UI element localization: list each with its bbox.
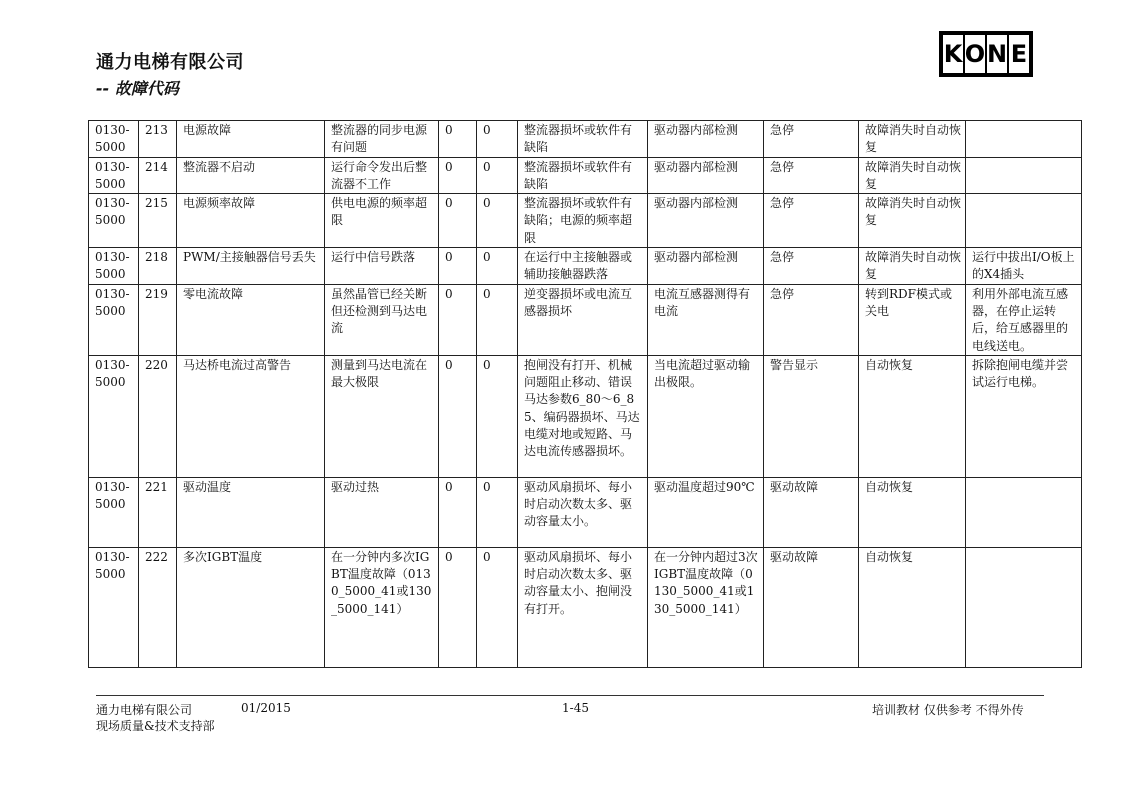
cell-value-b: 0	[477, 284, 518, 355]
cell-cause: 整流器损坏或软件有缺陷	[518, 157, 648, 194]
cell-recovery: 故障消失时自动恢复	[859, 157, 966, 194]
cell-action: 急停	[764, 248, 859, 285]
logo-letter: N	[987, 35, 1007, 73]
cell-code-number: 215	[139, 194, 177, 248]
cell-fault-name: 驱动温度	[177, 477, 325, 547]
table-row	[89, 547, 1082, 667]
cell-action: 驱动故障	[764, 547, 859, 667]
cell-remark: 利用外部电流互感器，在停止运转后，给互感器里的电线送电。	[966, 284, 1082, 355]
cell-recovery: 转到RDF模式或关电	[859, 284, 966, 355]
cell-recovery: 自动恢复	[859, 547, 966, 667]
cell-code-group: 0130-5000	[89, 157, 139, 194]
cell-code-group: 0130-5000	[89, 284, 139, 355]
cell-cause: 驱动风扇损坏、每小时启动次数太多、驱动容量太小、抱闸没有打开。	[518, 547, 648, 667]
cell-action: 急停	[764, 121, 859, 158]
cell-value-b: 0	[477, 477, 518, 547]
cell-value-b: 0	[477, 157, 518, 194]
cell-cause: 在运行中主接触器或辅助接触器跌落	[518, 248, 648, 285]
cell-value-a: 0	[439, 477, 477, 547]
page-title: 通力电梯有限公司	[96, 52, 244, 73]
cell-remark: 拆除抱闸电缆并尝试运行电梯。	[966, 355, 1082, 477]
cell-description: 运行中信号跌落	[325, 248, 439, 285]
cell-description: 在一分钟内多次IGBT温度故障（0130_5000_41或130_5000_141）	[325, 547, 439, 667]
footer-page-number: 1-45	[562, 701, 589, 715]
cell-cause: 整流器损坏或软件有缺陷；电源的频率超限	[518, 194, 648, 248]
cell-action: 急停	[764, 157, 859, 194]
cell-value-a: 0	[439, 157, 477, 194]
page-subtitle: -- 故障代码	[96, 79, 179, 98]
footer-company: 通力电梯有限公司	[96, 703, 193, 717]
cell-value-b: 0	[477, 355, 518, 477]
cell-action: 警告显示	[764, 355, 859, 477]
cell-action: 急停	[764, 194, 859, 248]
cell-recovery: 自动恢复	[859, 355, 966, 477]
cell-detection: 驱动器内部检测	[648, 157, 764, 194]
cell-code-group: 0130-5000	[89, 355, 139, 477]
cell-remark	[966, 121, 1082, 158]
footer-notice: 培训教材 仅供参考 不得外传	[872, 703, 1024, 717]
table-row	[89, 121, 1082, 158]
cell-description: 运行命令发出后整流器不工作	[325, 157, 439, 194]
cell-recovery: 故障消失时自动恢复	[859, 121, 966, 158]
kone-logo	[939, 31, 1033, 77]
cell-code-group: 0130-5000	[89, 194, 139, 248]
cell-code-number: 219	[139, 284, 177, 355]
logo-letter: O	[965, 35, 985, 73]
footer-date: 01/2015	[241, 701, 291, 715]
table-row	[89, 284, 1082, 355]
cell-recovery: 故障消失时自动恢复	[859, 248, 966, 285]
cell-fault-name: 马达桥电流过高警告	[177, 355, 325, 477]
cell-fault-name: 电源频率故障	[177, 194, 325, 248]
cell-remark	[966, 194, 1082, 248]
cell-cause: 逆变器损坏或电流互感器损坏	[518, 284, 648, 355]
cell-detection: 电流互感器测得有电流	[648, 284, 764, 355]
cell-code-number: 214	[139, 157, 177, 194]
cell-action: 驱动故障	[764, 477, 859, 547]
cell-fault-name: 多次IGBT温度	[177, 547, 325, 667]
cell-code-group: 0130-5000	[89, 477, 139, 547]
cell-code-group: 0130-5000	[89, 547, 139, 667]
table-row	[89, 477, 1082, 547]
cell-code-number: 222	[139, 547, 177, 667]
cell-remark: 运行中拔出I/O板上的X4插头	[966, 248, 1082, 285]
footer-divider	[96, 695, 1044, 696]
cell-fault-name: 整流器不启动	[177, 157, 325, 194]
cell-action: 急停	[764, 284, 859, 355]
cell-value-b: 0	[477, 121, 518, 158]
cell-remark	[966, 477, 1082, 547]
cell-value-b: 0	[477, 248, 518, 285]
cell-cause: 驱动风扇损坏、每小时启动次数太多、驱动容量太小。	[518, 477, 648, 547]
cell-description: 驱动过热	[325, 477, 439, 547]
cell-detection: 当电流超过驱动输出极限。	[648, 355, 764, 477]
cell-fault-name: 电源故障	[177, 121, 325, 158]
table-row	[89, 157, 1082, 194]
table-row	[89, 355, 1082, 477]
cell-value-a: 0	[439, 355, 477, 477]
cell-recovery: 故障消失时自动恢复	[859, 194, 966, 248]
cell-detection: 在一分钟内超过3次IGBT温度故障（0130_5000_41或130_5000_141）	[648, 547, 764, 667]
cell-value-b: 0	[477, 194, 518, 248]
cell-remark	[966, 157, 1082, 194]
cell-fault-name: 零电流故障	[177, 284, 325, 355]
cell-code-number: 220	[139, 355, 177, 477]
cell-detection: 驱动器内部检测	[648, 121, 764, 158]
cell-description: 测量到马达电流在最大极限	[325, 355, 439, 477]
cell-description: 供电电源的频率超限	[325, 194, 439, 248]
logo-letter: K	[943, 35, 963, 73]
cell-code-number: 213	[139, 121, 177, 158]
cell-cause: 整流器损坏或软件有缺陷	[518, 121, 648, 158]
cell-value-a: 0	[439, 121, 477, 158]
cell-detection: 驱动温度超过90℃	[648, 477, 764, 547]
cell-recovery: 自动恢复	[859, 477, 966, 547]
cell-code-number: 218	[139, 248, 177, 285]
table-row	[89, 194, 1082, 248]
cell-cause: 抱闸没有打开、机械问题阻止移动、错误马达参数6_80～6_85、编码器损坏、马达电缆对地或短路、马达电流传感器损坏。	[518, 355, 648, 477]
footer-department: 现场质量&技术支持部	[96, 719, 215, 733]
cell-description: 虽然晶管已经关断但还检测到马达电流	[325, 284, 439, 355]
fault-code-table	[88, 120, 1082, 668]
cell-value-b: 0	[477, 547, 518, 667]
table-row	[89, 248, 1082, 285]
cell-detection: 驱动器内部检测	[648, 194, 764, 248]
cell-description: 整流器的同步电源有问题	[325, 121, 439, 158]
cell-value-a: 0	[439, 248, 477, 285]
cell-code-group: 0130-5000	[89, 248, 139, 285]
cell-remark	[966, 547, 1082, 667]
logo-letter: E	[1009, 35, 1029, 73]
cell-value-a: 0	[439, 194, 477, 248]
cell-code-number: 221	[139, 477, 177, 547]
cell-value-a: 0	[439, 547, 477, 667]
cell-code-group: 0130-5000	[89, 121, 139, 158]
cell-detection: 驱动器内部检测	[648, 248, 764, 285]
cell-value-a: 0	[439, 284, 477, 355]
cell-fault-name: PWM/主接触器信号丢失	[177, 248, 325, 285]
